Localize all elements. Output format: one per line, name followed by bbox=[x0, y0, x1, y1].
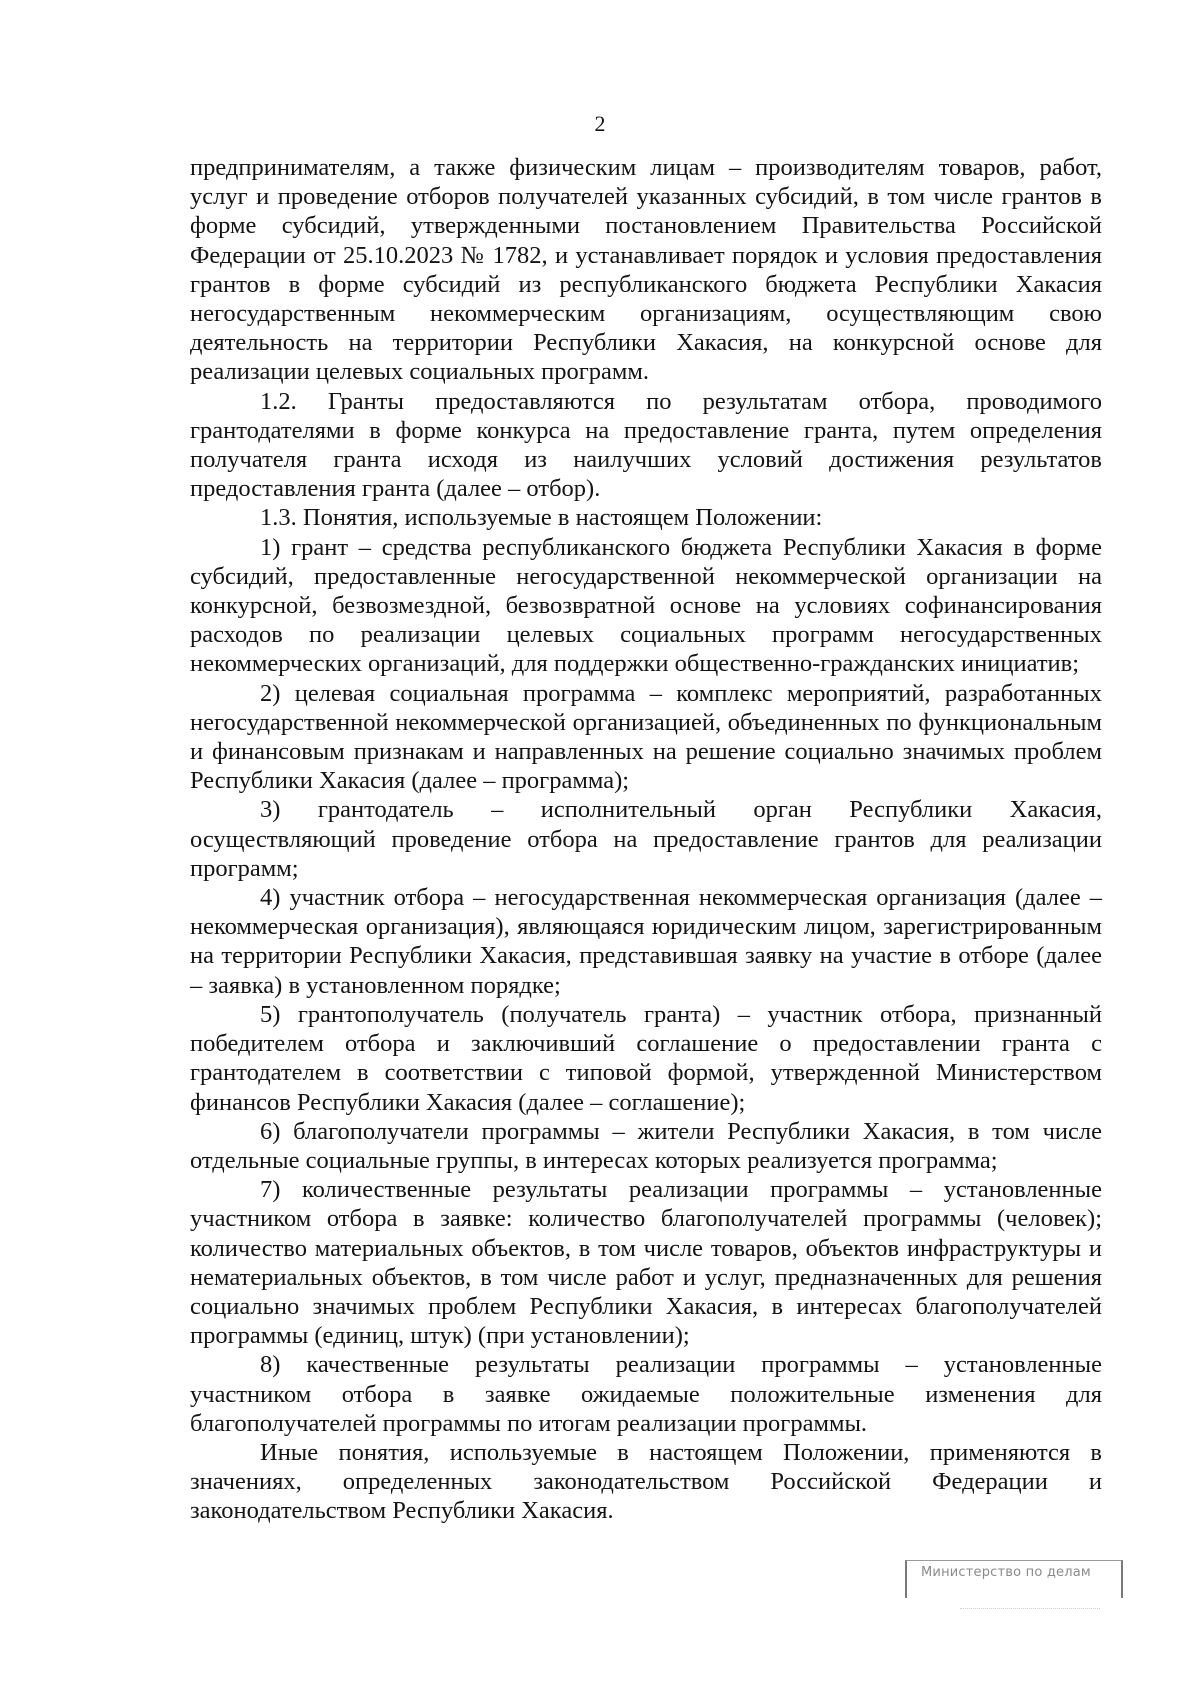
registration-stamp bbox=[905, 1560, 1123, 1598]
definition-qualitative-results: 8) качественные результаты реализации программы – установленные участником отбора в заявке ожидаемые положительные изменения для благополучателей программы по итогам реализации программы. bbox=[190, 1351, 1102, 1437]
paragraph-1-3: 1.3. Понятия, используемые в настоящем Положении: bbox=[260, 504, 823, 532]
paragraph-other-terms: Иные понятия, используемые в настоящем Положении, применяются в значениях, определенных законодательством Российской Федерации и законодательством Республики Хакасия. bbox=[190, 1438, 1102, 1525]
stamp-text: Министерство по делам bbox=[921, 1565, 1091, 1580]
paragraph-1-2: 1.2. Гранты предоставляются по результатам отбора, проводимого грантодателями в форме конкурса на предоставление гранта, путем определения получателя гранта исходя из наилучших условий достижения результатов предоставления гранта (далее – отбор). bbox=[190, 387, 1102, 503]
definition-grantor: 3) грантодатель – исполнительный орган Республики Хакасия, осуществляющий проведение отбора на предоставление грантов для реализации программ; bbox=[190, 796, 1102, 882]
definition-program: 2) целевая социальная программа – комплекс мероприятий, разработанных негосударственной некоммерческой организацией, объединенных по функциональным и финансовым признакам и направленных на решение социально значимых проблем Республики Хакасия (далее – программа); bbox=[190, 679, 1102, 795]
document-body bbox=[190, 153, 1102, 1526]
paragraph-continuation: предпринимателям, а также физическим лицам – производителям товаров, работ, услуг и проведение отборов получателей указанных субсидий, в том числе грантов в форме субсидий, утвержденными постановлением Правительства Российской Федерации от 25.10.2023 № 1782, и устанавливает порядок и условия предоставления грантов в форме субсидий из республиканского бюджета Республики Хакасия негосударственным некоммерческим организациям, осуществляющим свою деятельность на территории Республики Хакасия, на конкурсной основе для реализации целевых социальных программ. bbox=[190, 154, 1102, 386]
definition-grant: 1) грант – средства республиканского бюджета Республики Хакасия в форме субсидий, предоставленные негосударственной некоммерческой организации на конкурсной, безвозмездной, безвозвратной основе на условиях софинансирования расходов по реализации целевых социальных программ негосударственных некоммерческих организаций, для поддержки общественно-гражданских инициатив; bbox=[190, 533, 1102, 678]
definition-participant: 4) участник отбора – негосударственная некоммерческая организация (далее – некоммерческая организация), являющаяся юридическим лицом, зарегистрированным на территории Республики Хакасия, представившая заявку на участие в отборе (далее – заявка) в установленном порядке; bbox=[190, 884, 1102, 999]
page-number: 2 bbox=[594, 111, 606, 136]
stamp-dotted-line bbox=[960, 1608, 1100, 1615]
definition-grantee: 5) грантополучатель (получатель гранта) – участник отбора, признанный победителем отбора и заключивший соглашение о предоставлении гранта с грантодателем в соответствии с типовой формой, утвержденной Министерством финансов Республики Хакасия (далее – соглашение); bbox=[190, 1000, 1102, 1116]
definition-quantitative-results: 7) количественные результаты реализации программы – установленные участником отбора в заявке: количество благополучателей программы (человек); количество материальных объектов, в том числе товаров, объектов инфраструктуры и нематериальных объектов, в том числе работ и услуг, предназначенных для решения социально значимых проблем Республики Хакасия, в интересах благополучателей программы (единиц, штук) (при установлении); bbox=[190, 1176, 1102, 1350]
definition-beneficiaries: 6) благополучатели программы – жители Республики Хакасия, в том числе отдельные социальные группы, в интересах которых реализуется программа; bbox=[190, 1117, 1102, 1174]
